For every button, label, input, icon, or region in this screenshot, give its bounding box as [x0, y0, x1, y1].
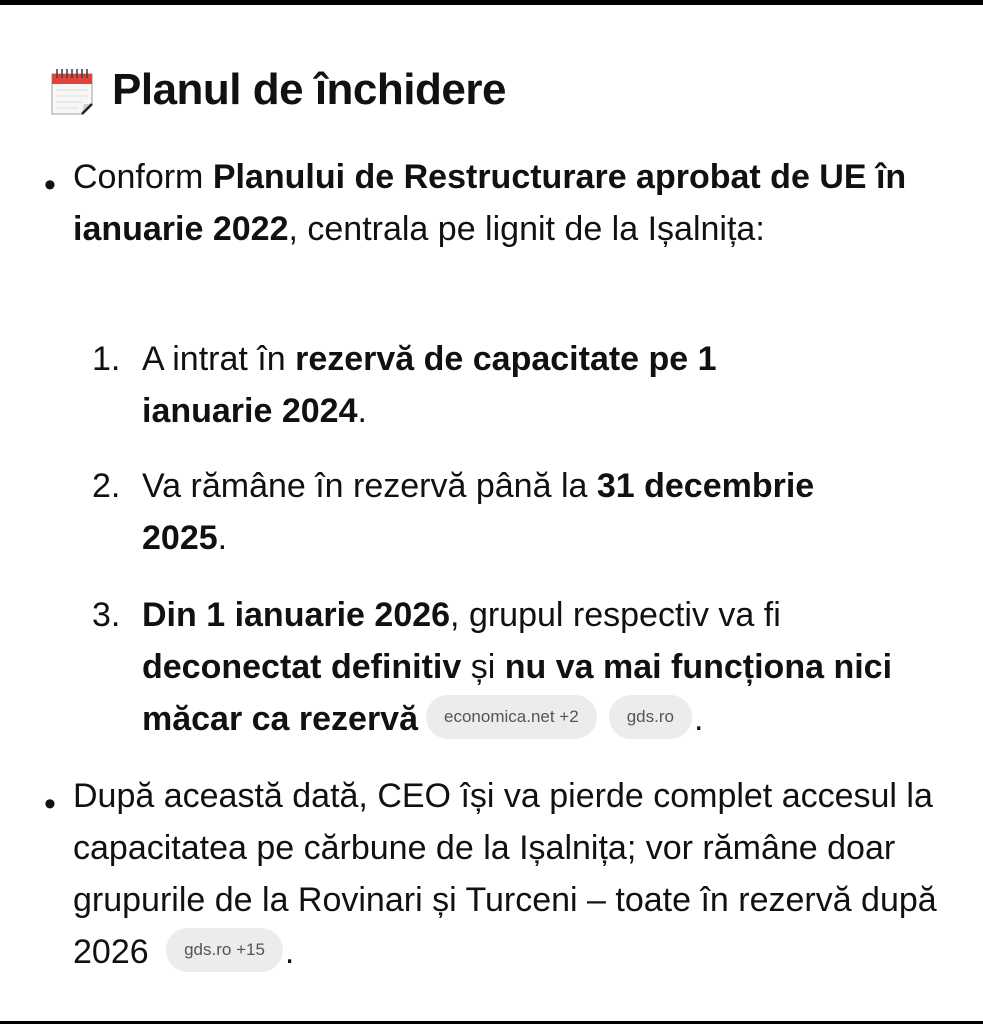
text: Va rămâne în rezervă până la: [142, 467, 597, 505]
text: .: [284, 933, 295, 971]
emphasis: nu va mai funcționa nici măcar ca rezervă: [142, 648, 893, 738]
text: și: [461, 648, 505, 686]
bullet-dot: •: [44, 785, 56, 823]
emphasis: deconectat definitiv: [142, 648, 462, 686]
text: După această dată, CEO își va pierde complet accesul la capacitatea pe cărbune de la Ișalnița; vor rămâne doar grupurile de la Rovinari și Turceni – toate în rezervă după 2026: [73, 777, 937, 971]
text: .: [217, 519, 228, 557]
step-3: [142, 589, 917, 745]
top-border: [0, 0, 983, 5]
text: , centrala pe lignit de la Ișalnița:: [288, 210, 765, 248]
source-chip[interactable]: gds.ro +15: [166, 928, 283, 972]
text: .: [357, 392, 367, 430]
source-chip[interactable]: gds.ro: [609, 695, 692, 739]
text: A intrat în: [142, 340, 296, 378]
section-heading: [48, 60, 506, 120]
step-2: [142, 460, 902, 564]
source-chip[interactable]: economica.net +2: [426, 695, 597, 739]
emphasis: Din 1 ianuarie 2026: [142, 596, 451, 634]
bullet-paragraph-2: [73, 770, 938, 978]
text: , grupul respectiv va fi: [450, 596, 781, 634]
text: Conform: [73, 158, 213, 196]
step-1: [142, 333, 842, 437]
step-number: 3.: [92, 596, 121, 634]
spiral-calendar-icon: [48, 64, 96, 116]
bullet-paragraph-1: [73, 151, 933, 255]
heading-title: Planul de închidere: [112, 65, 506, 114]
step-number: 1.: [92, 340, 121, 378]
bullet-dot: •: [44, 166, 56, 204]
step-number: 2.: [92, 467, 121, 505]
emphasis: rezervă de capacitate pe 1 ianuarie 2024: [142, 340, 717, 430]
emphasis: Planului de Restructurare aprobat de UE în ianuarie 2022: [73, 158, 907, 248]
text: .: [693, 700, 704, 738]
emphasis: 31 decembrie 2025: [142, 467, 815, 557]
